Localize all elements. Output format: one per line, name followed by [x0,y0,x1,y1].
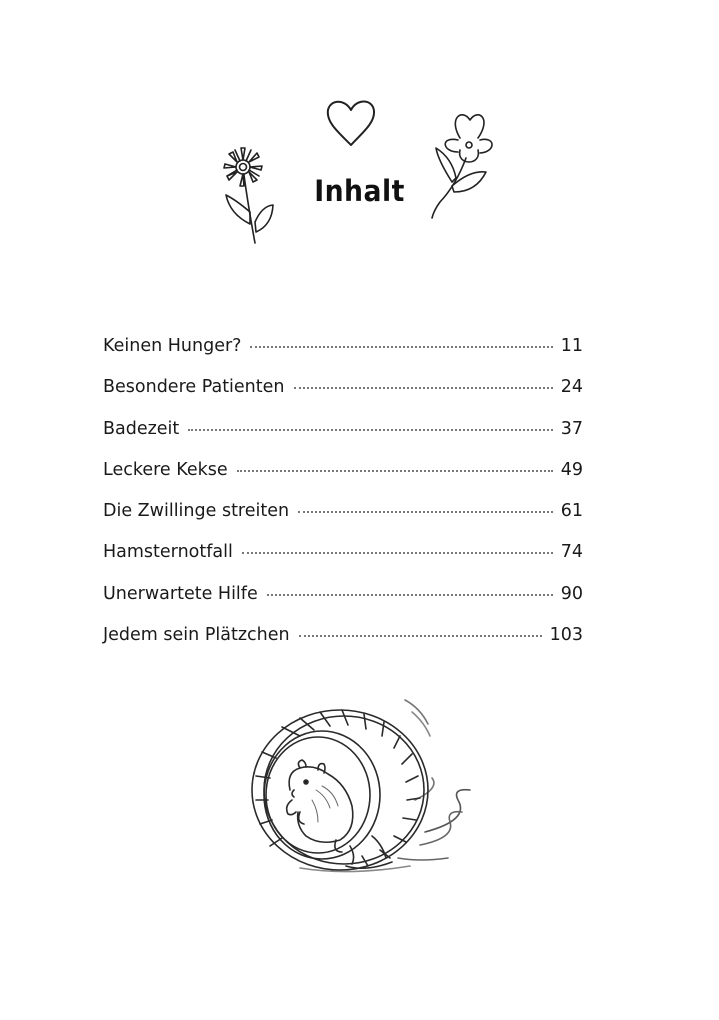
toc-entry-title: Keinen Hunger? [103,336,242,356]
toc-entry-page: 11 [560,336,583,356]
toc-entry-page: 37 [560,418,583,439]
toc-entry-title: Unerwartete Hilfe [103,583,258,604]
toc-entry-page: 24 [560,377,583,398]
toc-entry-title: Hamsternotfall [103,542,233,563]
toc-entry-title: Jedem sein Plätzchen [103,625,290,646]
toc-entry-title: Badezeit [103,418,180,439]
toc-entry-title: Die Zwillinge streiten [103,501,290,522]
toc-entry-page: 61 [560,501,583,522]
toc-entry-page: 74 [560,542,583,563]
toc-entry-page: 103 [549,625,583,646]
toc-entry-page: 49 [560,459,583,480]
toc-entry-title: Besondere Patienten [103,377,285,398]
toc-entry-page: 90 [560,583,583,604]
toc-entry-title: Leckere Kekse [103,459,228,480]
page-title: Inhalt [314,174,405,208]
